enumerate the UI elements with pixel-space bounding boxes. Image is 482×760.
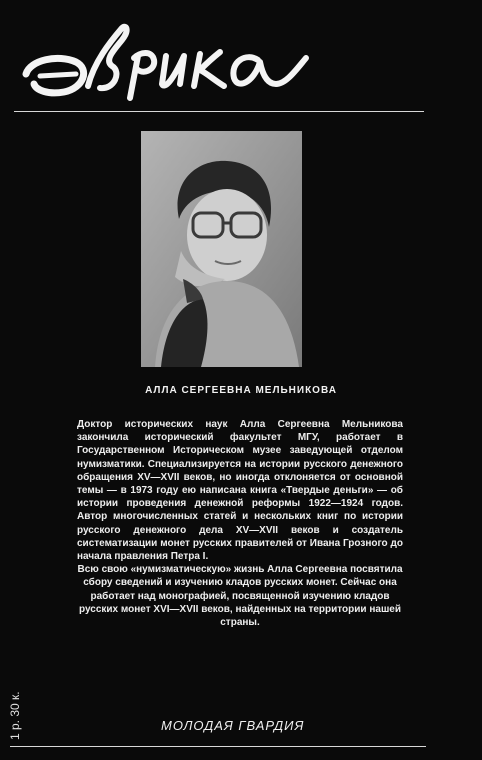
author-name: АЛЛА СЕРГЕЕВНА МЕЛЬНИКОВА [145,385,337,396]
bottom-rule [10,746,426,747]
publisher-name: МОЛОДАЯ ГВАРДИЯ [161,718,305,733]
author-photo [141,131,302,367]
bio-paragraph: Доктор исторических наук Алла Сергеевна Мельникова закончила исторический факультет МГУ, работает в Государственном Историческом музее заведующей отделом нумизматики. Специализируется на истории русского денежного обращения XV—XVII веков, но иногда отклоняется от основной темы — в 1973 году ею написана книга «Твердые деньги» — об истории проведения денежной реформы 1922—1924 годов. Автор многочисленных статей и нескольких книг по истории русского денежного дела XV—XVII веков и создатель систематизации монет русских правителей от Ивана Грозного до начала правления Петра I. [77,419,403,563]
author-bio [77,418,403,629]
top-rule [14,111,424,112]
bio-paragraph: Всю свою «нумизматическую» жизнь Алла Сергеевна посвятила сбору сведений и изучению кладов русских монет. Сейчас она работает над монографией, посвященной изучению кладов русских монет XVI—XVII веков, найденных на территории нашей страны. [77,564,403,629]
price-label: 1 р. 30 к. [8,691,22,740]
series-logo [14,6,314,106]
